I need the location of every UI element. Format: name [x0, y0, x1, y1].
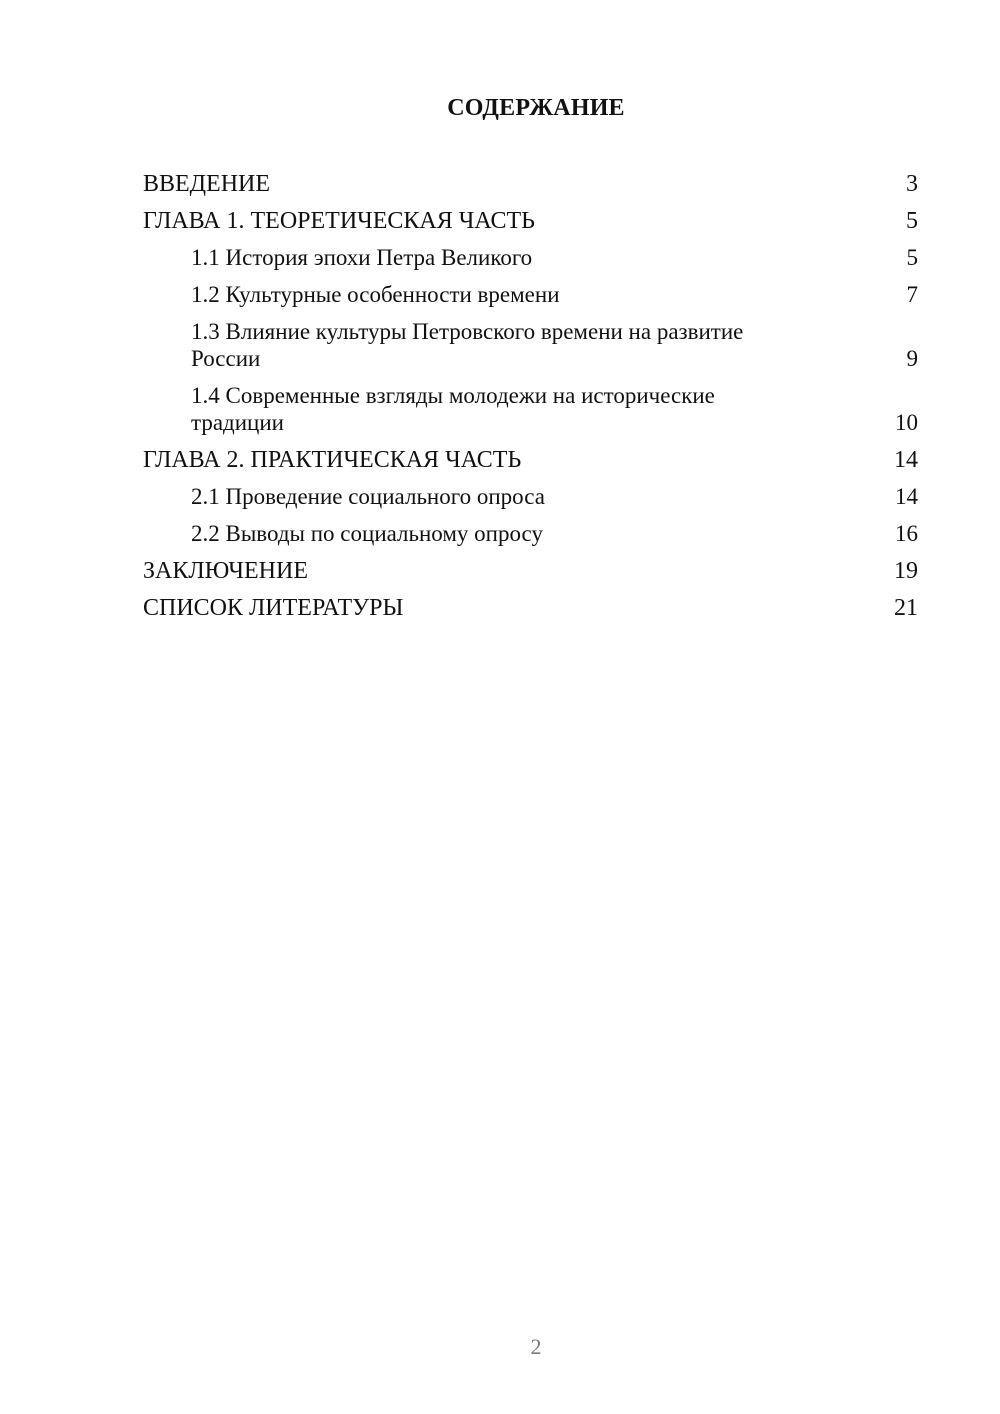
toc-entry-label: 1.3 Влияние культуры Петровского времени на развитие России	[191, 319, 744, 371]
toc-entry-label: ЗАКЛЮЧЕНИЕ	[143, 558, 308, 584]
toc-entry-label: 2.2 Выводы по социальному опросу	[191, 521, 543, 546]
toc-entry-page: 21	[894, 595, 918, 621]
toc-entry-conclusion[interactable]	[143, 557, 918, 586]
toc-entry-section-1-4[interactable]	[143, 382, 918, 436]
toc-entry-label: 1.4 Современные взгляды молодежи на исторические традиции	[191, 383, 715, 435]
toc-entry-page: 14	[895, 484, 918, 509]
page-title: СОДЕРЖАНИЕ	[447, 95, 625, 121]
toc-entry-page: 5	[906, 208, 918, 234]
toc-entry-page: 3	[906, 171, 918, 197]
table-of-contents	[143, 170, 918, 631]
toc-entry-page: 10	[895, 410, 918, 435]
toc-entry-page: 7	[906, 282, 918, 307]
toc-entry-page: 19	[894, 558, 918, 584]
toc-entry-label: 1.2 Культурные особенности времени	[191, 282, 560, 307]
toc-entry-introduction[interactable]	[143, 170, 918, 199]
toc-entry-section-2-1[interactable]	[143, 483, 918, 510]
toc-entry-section-1-2[interactable]	[143, 281, 918, 308]
toc-entry-section-1-1[interactable]	[143, 244, 918, 271]
toc-entry-label: ВВЕДЕНИЕ	[143, 171, 271, 197]
toc-entry-label: ГЛАВА 1. ТЕОРЕТИЧЕСКАЯ ЧАСТЬ	[143, 208, 535, 234]
toc-entry-bibliography[interactable]	[143, 594, 918, 623]
toc-entry-page: 14	[894, 447, 918, 473]
toc-entry-page: 9	[906, 346, 918, 371]
toc-entry-label: 2.1 Проведение социального опроса	[191, 484, 545, 509]
toc-entry-page: 5	[906, 245, 918, 270]
toc-entry-label: 1.1 История эпохи Петра Великого	[191, 245, 533, 270]
toc-entry-section-1-3[interactable]	[143, 318, 918, 372]
toc-entry-chapter-1[interactable]	[143, 207, 918, 236]
toc-entry-section-2-2[interactable]	[143, 520, 918, 547]
toc-entry-chapter-2[interactable]	[143, 446, 918, 475]
toc-entry-page: 16	[895, 521, 918, 546]
toc-entry-label: СПИСОК ЛИТЕРАТУРЫ	[143, 595, 404, 621]
page-number: 2	[530, 1334, 542, 1359]
toc-entry-label: ГЛАВА 2. ПРАКТИЧЕСКАЯ ЧАСТЬ	[143, 447, 522, 473]
